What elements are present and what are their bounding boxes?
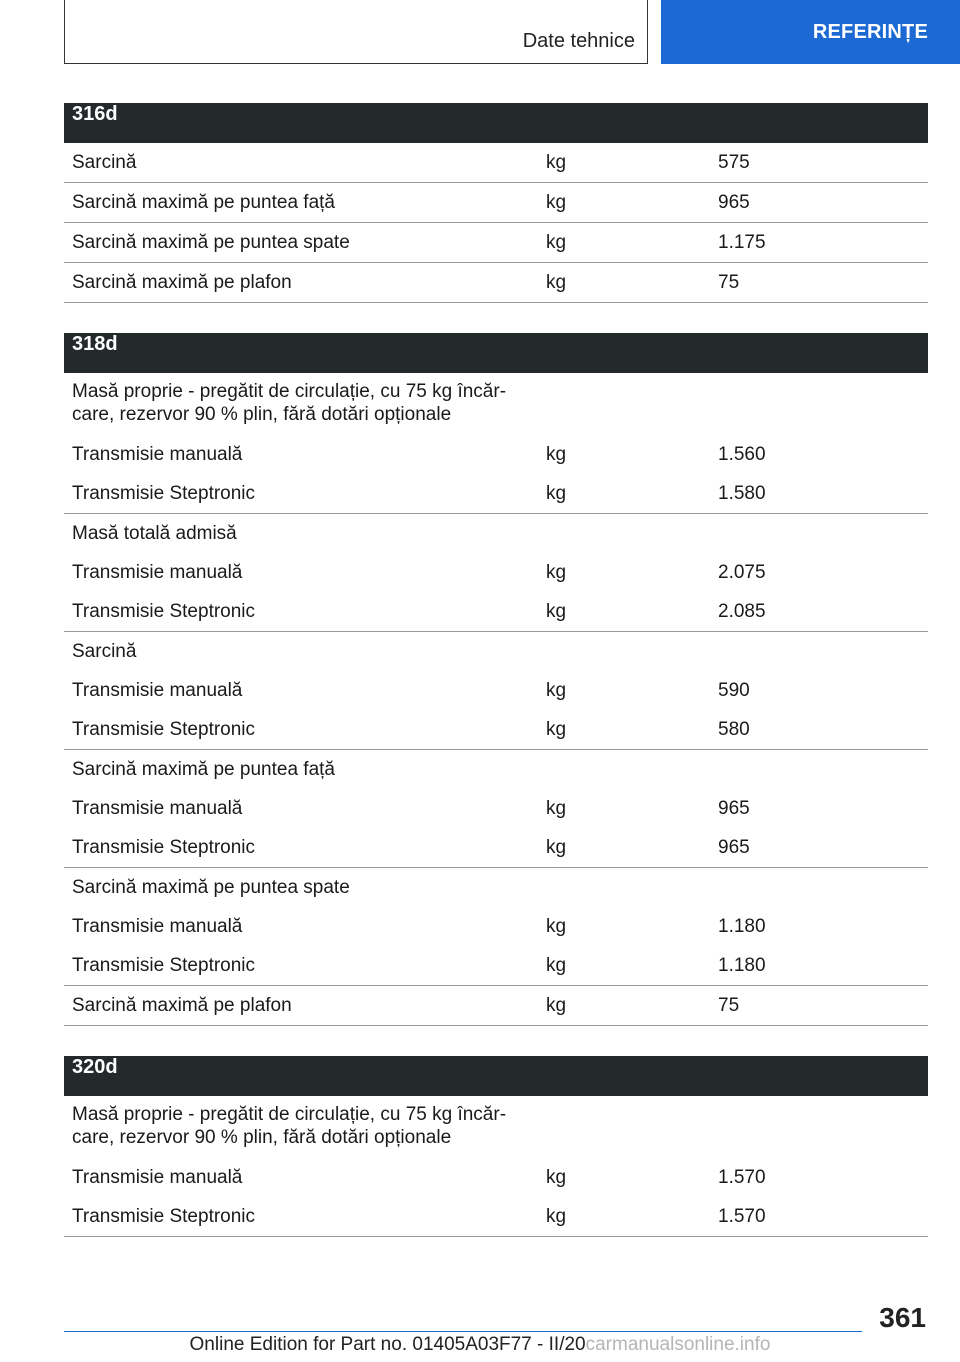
chapter-tab-label: REFERINȚE <box>812 20 928 43</box>
footer-edition <box>0 1334 960 1356</box>
row-value: 965 <box>710 183 928 223</box>
model-title: 320d <box>64 1056 928 1096</box>
table-row <box>64 946 928 986</box>
model-title: 318d <box>64 333 928 373</box>
row-unit: kg <box>538 592 710 632</box>
row-label: Transmisie manuală <box>72 444 243 465</box>
table-row <box>64 514 928 554</box>
row-value: 965 <box>710 828 928 868</box>
row-unit: kg <box>538 223 710 263</box>
row-unit: kg <box>538 1197 710 1237</box>
row-label: Transmisie manuală <box>72 680 243 701</box>
row-value: 1.570 <box>710 1197 928 1237</box>
row-unit: kg <box>538 710 710 750</box>
row-label: Transmisie Steptronic <box>64 1197 538 1237</box>
row-unit <box>538 632 710 672</box>
row-unit <box>538 868 710 908</box>
row-value: 590 <box>718 680 750 701</box>
table-row <box>64 750 928 790</box>
row-unit: kg <box>538 143 710 183</box>
chapter-tab[interactable] <box>661 0 960 64</box>
table-row <box>64 223 928 263</box>
row-label: Transmisie Steptronic <box>64 710 538 750</box>
row-label: Transmisie Steptronic <box>64 592 538 632</box>
table-row <box>64 828 928 868</box>
row-label: Sarcină maximă pe plafon <box>64 986 538 1026</box>
row-unit: kg <box>546 680 567 701</box>
watermark-text: carmanualsonline.info <box>585 1334 771 1355</box>
row-value: 580 <box>710 710 928 750</box>
row-unit <box>538 750 710 790</box>
row-unit: kg <box>538 183 710 223</box>
row-label: Sarcină maximă pe puntea spate <box>72 877 350 898</box>
row-value: 965 <box>718 798 750 819</box>
table-row <box>64 183 928 223</box>
spec-table-320d <box>64 1056 928 1237</box>
row-label: Transmisie Steptronic <box>64 828 538 868</box>
row-value: 1.175 <box>710 223 928 263</box>
row-label: Sarcină <box>72 641 137 662</box>
header-section-box <box>64 0 648 64</box>
table-row <box>64 632 928 672</box>
row-unit <box>538 514 710 554</box>
row-label: Transmisie Steptronic <box>64 946 538 986</box>
row-value <box>710 514 928 554</box>
row-label: Transmisie manuală <box>72 798 243 819</box>
row-label: Sarcină maximă pe puntea spate <box>64 223 538 263</box>
row-value: 75 <box>710 986 928 1026</box>
row-value: 2.085 <box>710 592 928 632</box>
edition-text: Online Edition for Part no. 01405A03F77 - II/20 <box>189 1334 586 1355</box>
table-row <box>64 789 928 828</box>
table-row <box>64 143 928 183</box>
page-number: 361 <box>879 1302 926 1333</box>
row-label: Transmisie Steptronic <box>64 474 538 514</box>
table-row <box>64 373 928 435</box>
row-value: 1.560 <box>718 444 766 465</box>
row-label: Masă proprie - pregătit de circulație, cu 75 kg încăr- care, rezervor 90 % plin, fără dotări opționale <box>72 1104 507 1148</box>
row-unit: kg <box>546 444 567 465</box>
table-row <box>64 553 928 592</box>
row-unit: kg <box>546 562 567 583</box>
table-row <box>64 907 928 946</box>
table-row <box>64 1096 928 1158</box>
row-value: 1.570 <box>718 1167 766 1188</box>
row-value <box>710 373 928 435</box>
row-unit: kg <box>538 474 710 514</box>
section-title: Date tehnice <box>522 30 635 52</box>
row-value: 1.180 <box>710 946 928 986</box>
row-label: Transmisie manuală <box>72 562 243 583</box>
row-unit <box>538 1096 710 1158</box>
table-row <box>64 435 928 474</box>
row-label: Sarcină maximă pe puntea față <box>72 759 335 780</box>
row-label: Sarcină <box>64 143 538 183</box>
spec-tables <box>64 103 928 1237</box>
row-value <box>710 868 928 908</box>
table-row <box>64 671 928 710</box>
table-header <box>64 333 928 373</box>
row-value: 2.075 <box>718 562 766 583</box>
row-unit: kg <box>538 946 710 986</box>
table-row <box>64 474 928 514</box>
table-row <box>64 710 928 750</box>
table-row <box>64 263 928 303</box>
spec-table-316d <box>64 103 928 303</box>
row-unit: kg <box>546 798 567 819</box>
row-value <box>710 1096 928 1158</box>
row-label: Sarcină maximă pe plafon <box>64 263 538 303</box>
table-row <box>64 868 928 908</box>
table-header <box>64 103 928 143</box>
row-label: Transmisie manuală <box>72 916 243 937</box>
table-row <box>64 986 928 1026</box>
row-unit <box>538 373 710 435</box>
row-label: Masă totală admisă <box>72 523 237 544</box>
spec-table-318d <box>64 333 928 1026</box>
row-label: Masă proprie - pregătit de circulație, cu 75 kg încăr- care, rezervor 90 % plin, fără dotări opționale <box>72 381 507 425</box>
table-row <box>64 592 928 632</box>
row-value: 75 <box>710 263 928 303</box>
row-label: Transmisie manuală <box>72 1167 243 1188</box>
table-row <box>64 1158 928 1197</box>
row-unit: kg <box>538 828 710 868</box>
row-value: 575 <box>710 143 928 183</box>
row-unit: kg <box>538 263 710 303</box>
row-value <box>710 750 928 790</box>
table-row <box>64 1197 928 1237</box>
row-value: 1.580 <box>710 474 928 514</box>
row-unit: kg <box>538 986 710 1026</box>
footer-divider <box>64 1331 862 1332</box>
table-header <box>64 1056 928 1096</box>
row-unit: kg <box>546 1167 567 1188</box>
row-unit: kg <box>546 916 567 937</box>
model-title: 316d <box>64 103 928 143</box>
row-value <box>710 632 928 672</box>
row-label: Sarcină maximă pe puntea față <box>64 183 538 223</box>
row-value: 1.180 <box>718 916 766 937</box>
